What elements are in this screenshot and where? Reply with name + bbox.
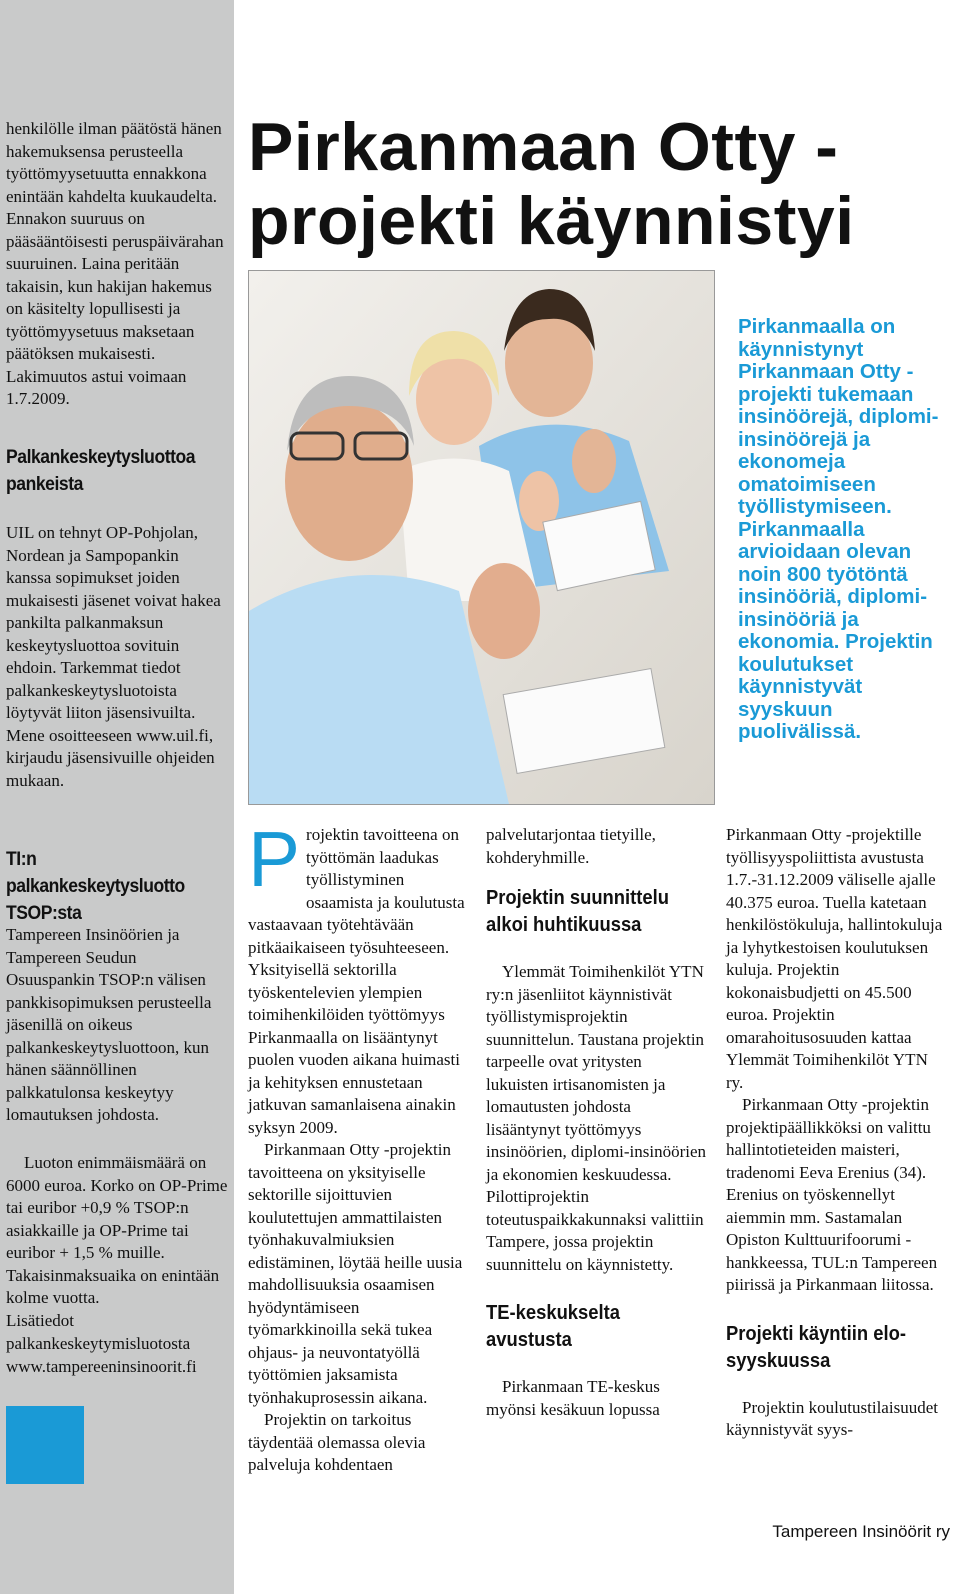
article-title: Pirkanmaan Otty - projekti käynnistyi bbox=[248, 109, 855, 259]
sidebar-info-line: palkankeskeytymisluotosta bbox=[6, 1334, 191, 1353]
sidebar-info-url[interactable]: www.tampereeninsinoorit.fi bbox=[6, 1357, 197, 1376]
sidebar-info-label: Lisätiedot bbox=[6, 1311, 74, 1330]
article-column-1 bbox=[248, 815, 470, 1477]
body-paragraph: Pirkanmaan Otty -projektin projektipäällikköksi on valittu hallintotieteiden maisteri, tradenomi Eeva Erenius (34). Erenius on työskennellyt aiemmin mm. Sastamalan Opiston Kulttuurifoorumi -hankkeessa, TUL:n Tampereen piirissä ja Pirkanmaan liitossa. bbox=[726, 1095, 938, 1294]
body-paragraph: Projektin koulutustilaisuudet käynnistyvät syys- bbox=[726, 1397, 938, 1439]
section-heading: Projekti käyntiin elo-syyskuussa bbox=[726, 1322, 906, 1372]
body-paragraph: Pirkanmaan TE-keskus myönsi kesäkuun lopussa bbox=[486, 1377, 660, 1419]
body-paragraph: rojektin tavoitteena on työttömän laadukas työllistyminen osaamista ja koulutusta vastaavaan työtehtävään pitkäaikaiseen työsuhteeseen. Yksityisellä sektorilla työskentelevien ylempien toimihenkilöiden työttömyys Pirkanmaalla on lisääntynyt puolen vuoden aikana huimasti ja kehityksen ennustetaan jatkuvan samanlaisena ainakin syksyn 2009. bbox=[248, 825, 465, 1137]
body-paragraph: Ylemmät Toimihenkilöt YTN ry:n jäsenliitot käynnistivät työllistymisprojektin suunnittelun. Taustana projektin tarpeelle ovat yritysten lukuisten irtisanomisten ja lomautusten johdosta lisääntynyt työttömyys insinöörien, diplomi-insinöörien ja ekonomien keskuudessa. Pilottiprojektin toteutuspaikkakunnaksi valittiin Tampere, jossa projektin suunnittelu on käynnistetty. bbox=[486, 962, 707, 1274]
sidebar-paragraph: Luoton enimmäismäärä on 6000 euroa. Korko on OP-Prime tai euribor +0,9 % TSOP:n asiakkaille ja OP-Prime tai euribor + 1,5 % muille. Takaisinmaksuaika on enintään kolme vuotta. bbox=[6, 1153, 228, 1307]
section-heading: TE-keskukselta avustusta bbox=[486, 1302, 620, 1351]
sidebar-heading: Palkankeskeytysluottoa pankeista bbox=[6, 446, 196, 495]
sidebar-paragraph: Tampereen Insinöörien ja Tampereen Seudun Osuuspankin TSOP:n välisen pankkisopimuksen perusteella jäsenillä on oikeus palkankeskeytysluottoon, kun hänen säännöllinen palkkatulonsa keskeytyy lomautuksen johdosta. bbox=[6, 925, 212, 1124]
accent-square bbox=[6, 1406, 84, 1484]
sidebar-paragraph: henkilölle ilman päätöstä hänen hakemuksensa perusteella työttömyysetuutta ennakkona enintään kahdelta kuukaudelta. Ennakon suuruus on pääsääntöisesti peruspäivärahan suuruinen. Laina peritään takaisin, kun hakijan hakemus on käsitelty lopullisesti ja työttömyysetuus maksetaan päätöksen mukaisesti. Lakimuutos astui voimaan 1.7.2009. bbox=[6, 119, 224, 408]
page-footer: Tampereen Insinöörit ry bbox=[772, 1522, 950, 1541]
section-heading: Projektin suunnittelu alkoi huhtikuussa bbox=[486, 887, 669, 936]
article-column-2 bbox=[486, 824, 708, 1421]
sidebar bbox=[0, 0, 234, 1594]
photo-illustration bbox=[249, 271, 714, 804]
dropcap: P bbox=[248, 815, 301, 903]
body-paragraph: Pirkanmaan Otty -projektille työllisyyspoliittista avustusta 1.7.-31.12.2009 väliselle ajalle 40.375 euroa. Tuella katetaan henkilöstökuluja, hallintokuluja ja lyhytkestoisen koulutuksen kuluja. Projektin kokonaisbudjetti on 45.500 euroa. Projektin omarahoitusosuuden kattaa Ylemmät Toimihenkilöt YTN ry. bbox=[726, 825, 943, 1092]
body-paragraph: Projektin on tarkoitus täydentää olemassa olevia palveluja kohdentaen bbox=[248, 1410, 426, 1474]
article-lead: Pirkanmaalla on käynnistynyt Pirkanmaan Otty -projekti tukemaan insinöörejä, diplomi-insinöörejä ja ekonomeja omatoimiseen työllistymiseen. Pirkanmaalla arvioidaan olevan noin 800 työtöntä insinööriä, diplomi-insinööriä ja ekonomia. Projektin koulutukset käynnistyvät syyskuun puolivälissä. bbox=[738, 315, 939, 743]
article-photo bbox=[248, 270, 715, 805]
body-paragraph: Pirkanmaan Otty -projektin tavoitteena on yksityiselle sektorille sijoittuvien koulutettujen ammattilaisten työnhakuvalmiuksien edistäminen, löytää heille uusia mahdollisuuksia osaamisen hyödyntämiseen työmarkkinoilla sekä tukea ohjaus- ja neuvontatyöllä työttömien jaksamista työnhakuprosessin aikana. bbox=[248, 1140, 463, 1407]
body-paragraph: palvelutarjontaa tietyille, kohderyhmille. bbox=[486, 825, 656, 867]
article-column-3 bbox=[726, 824, 948, 1442]
sidebar-paragraph: UIL on tehnyt OP-Pohjolan, Nordean ja Sampopankin kanssa sopimukset joiden mukaisesti jäsenet voivat hakea pankilta palkanmaksun keskeytysluottoa sovituin ehdoin. Tarkemmat tiedot palkankeskeytysluotoista löytyvät liiton jäsensivuilta. Mene osoitteeseen www.uil.fi, kirjaudu jäsensivuille ohjeiden mukaan. bbox=[6, 523, 221, 790]
sidebar-heading: TI:n palkankeskeytysluotto TSOP:sta bbox=[6, 848, 185, 924]
